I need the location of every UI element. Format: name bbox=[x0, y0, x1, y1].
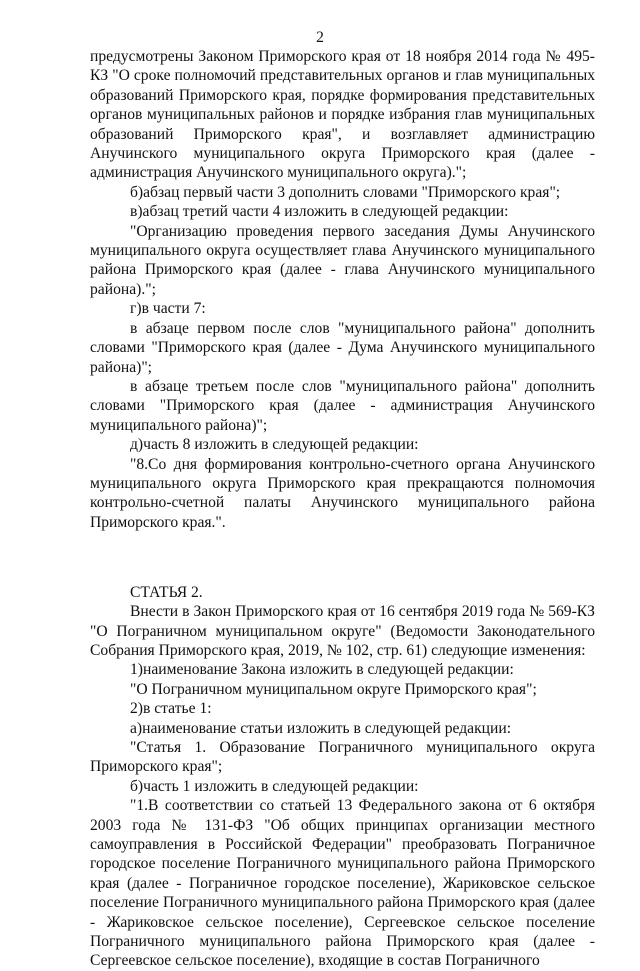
paragraph-spacer bbox=[90, 548, 595, 567]
document-body bbox=[90, 47, 595, 971]
paragraph: Внести в Закон Приморского края от 16 сентября 2019 года № 569-КЗ "О Пограничном муниципальном округе" (Ведомости Законодательного Собрания Приморского края, 2019, № 102, стр. 61) следующие изменения: bbox=[90, 603, 595, 659]
paragraph: в абзаце третьем после слов "муниципального района" дополнить словами "Приморского края (далее - администрация Анучинского муниципального района)"; bbox=[90, 377, 595, 434]
paragraph: "О Пограничном муниципальном округе Приморского края"; bbox=[130, 680, 537, 698]
paragraph: "Организацию проведения первого заседания Думы Анучинского муниципального округа осуществляет глава Анучинского муниципального района Приморского края (далее - глава Анучинского муниципального района)."; bbox=[90, 222, 595, 298]
paragraph: предусмотрены Законом Приморского края от 18 ноября 2014 года № 495-КЗ "О сроке полномочий представительных органов и глав муниципальных образований Приморского края, порядке формирования представительных органов муниципальных районов и порядке избрания глав муниципальных образований Приморского края", и возглавляет администрацию Анучинского муниципального округа Приморского края (далее - администрация Анучинского муниципального округа)."; bbox=[90, 48, 595, 182]
paragraph: в)абзац третий части 4 изложить в следующей редакции: bbox=[130, 203, 509, 221]
paragraph: в абзаце первом после слов "муниципального района" дополнить словами "Приморского края (далее - Дума Анучинского муниципального района)"; bbox=[90, 319, 595, 376]
paragraph: 2)в статье 1: bbox=[130, 700, 212, 718]
paragraph: 1)наименование Закона изложить в следующей редакции: bbox=[130, 661, 514, 679]
paragraph: "Статья 1. Образование Пограничного муниципального округа Приморского края"; bbox=[90, 738, 595, 776]
page-number: 2 bbox=[316, 29, 324, 46]
paragraph: СТАТЬЯ 2. bbox=[130, 583, 203, 601]
paragraph: "1.В соответствии со статьей 13 Федерального закона от 6 октября 2003 года № 131-ФЗ "Об общих принципах организации местного самоуправления в Российской Федерации" преобразовать Пограничное городское поселение Пограничного муниципального района Приморского края (далее - Пограничное городское поселение), Жариковское сельское поселение Пограничного муниципального района Приморского края (далее - Жариковское сельское поселение), Сергеевское сельское поселение Пограничного муниципального района Приморского края (далее - Сергеевское сельское поселение), входящие в состав Пограничного bbox=[90, 797, 595, 970]
paragraph: д)часть 8 изложить в следующей редакции: bbox=[130, 436, 419, 454]
paragraph: б)часть 1 изложить в следующей редакции: bbox=[130, 777, 419, 795]
paragraph: "8.Со дня формирования контрольно-счетного органа Анучинского муниципального округа Приморского края прекращаются полномочия контрольно-счетной палаты Анучинского муниципального района Приморского края.". bbox=[90, 455, 595, 531]
paragraph: а)наименование статьи изложить в следующей редакции: bbox=[130, 719, 512, 737]
paragraph: б)абзац первый части 3 дополнить словами "Приморского края"; bbox=[130, 183, 561, 201]
paragraph: г)в части 7: bbox=[130, 300, 206, 318]
